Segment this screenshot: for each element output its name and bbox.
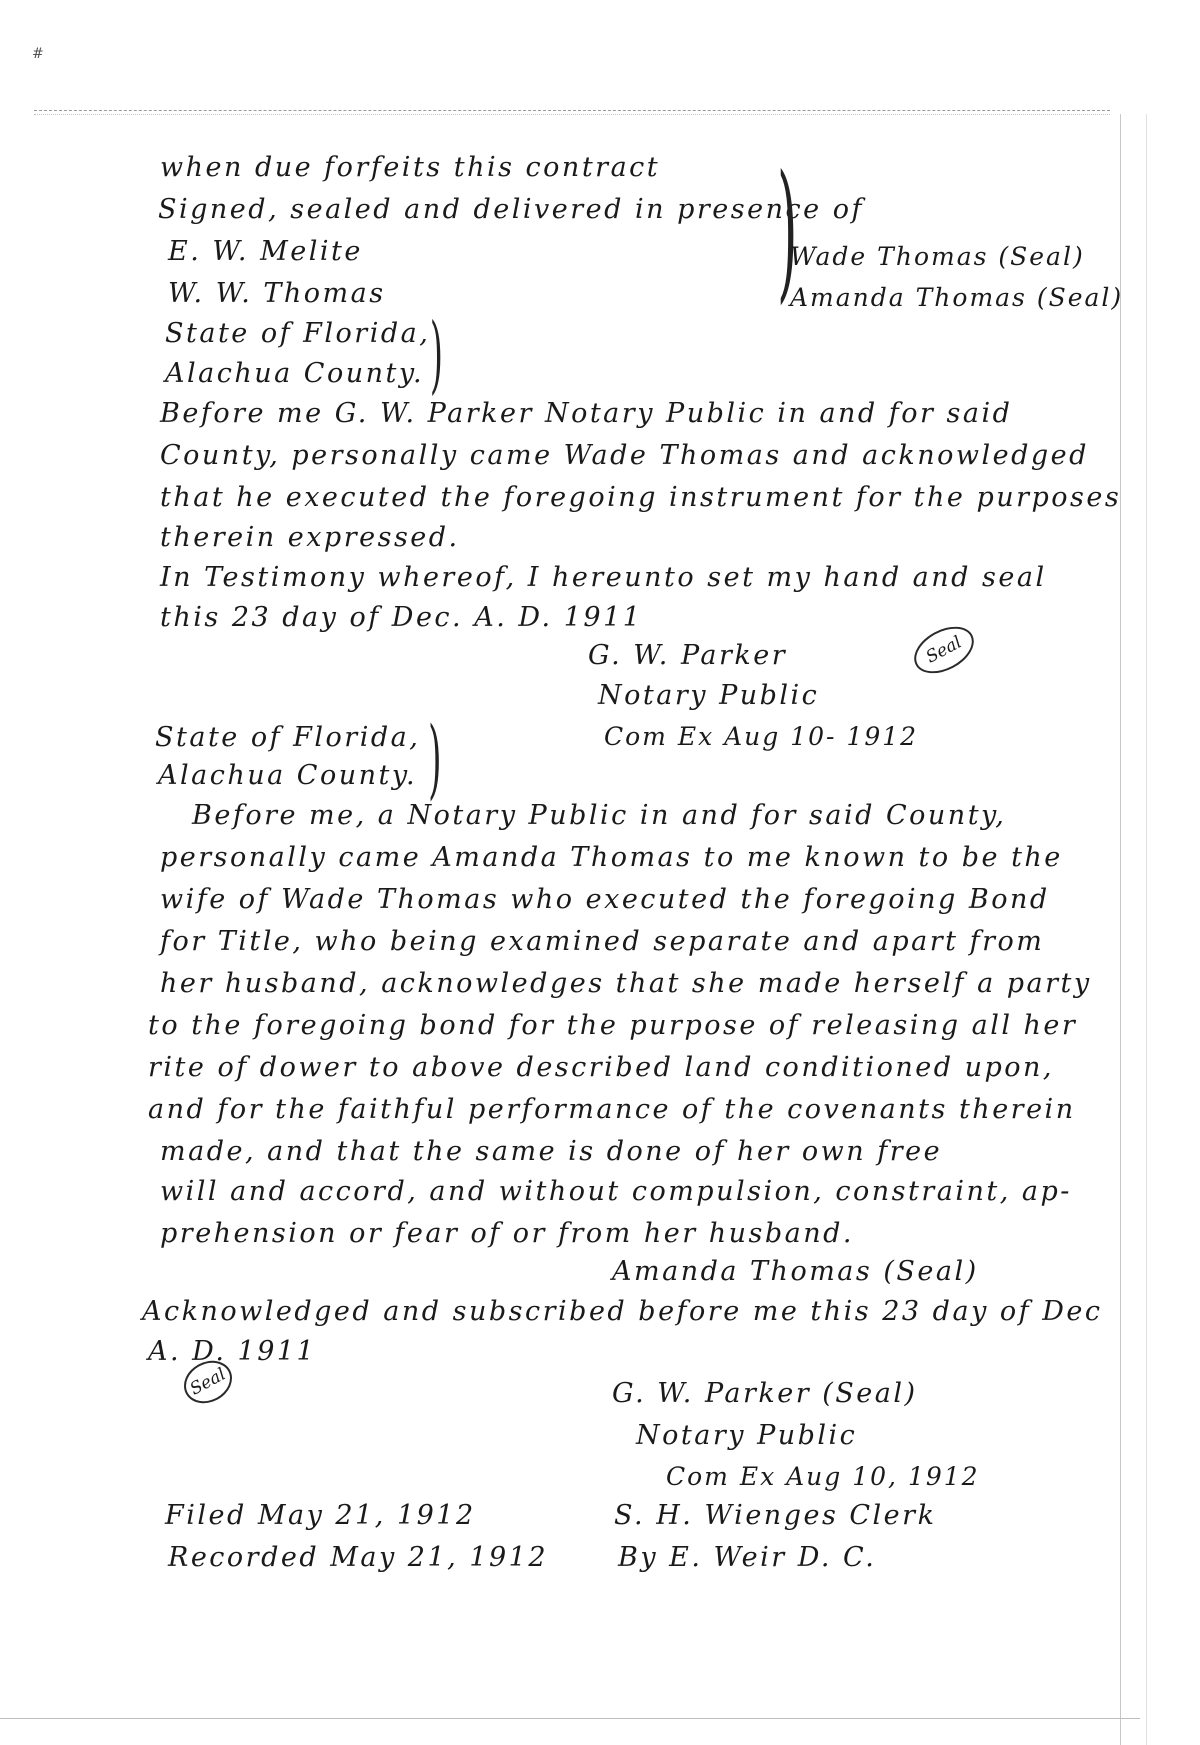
ack1-line-3: that he executed the foregoing instrument for the purposes bbox=[160, 482, 1122, 513]
ack2-signer-amanda-thomas: Amanda Thomas (Seal) bbox=[612, 1256, 979, 1287]
ack1-line-2: County, personally came Wade Thomas and acknowledged bbox=[160, 440, 1089, 471]
page-right-edge-secondary bbox=[1146, 114, 1147, 1745]
page-bottom-edge bbox=[0, 1718, 1140, 1719]
ack1-venue-brace: ) bbox=[429, 305, 443, 403]
signer-amanda-thomas: Amanda Thomas (Seal) bbox=[790, 283, 1124, 312]
ack1-county: Alachua County. bbox=[165, 358, 425, 389]
page-top-rule bbox=[34, 110, 1110, 111]
deputy-clerk-signature: By E. Weir D. C. bbox=[618, 1542, 877, 1573]
recorded-date: Recorded May 21, 1912 bbox=[168, 1542, 549, 1573]
ack2-line-2: personally came Amanda Thomas to me known to be the bbox=[160, 842, 1063, 873]
contract-end-line: when due forfeits this contract bbox=[160, 152, 661, 183]
ack1-line-4: therein expressed. bbox=[160, 522, 460, 553]
witness-2: W. W. Thomas bbox=[168, 278, 386, 309]
ack2-seal-stamp: Seal bbox=[177, 1353, 240, 1412]
ack2-venue-brace: ) bbox=[428, 709, 442, 809]
ack2-commission: Com Ex Aug 10, 1912 bbox=[666, 1462, 980, 1491]
clerk-signature: S. H. Wienges Clerk bbox=[614, 1500, 937, 1531]
ack2-line-4: for Title, who being examined separate and apart from bbox=[160, 926, 1045, 957]
ack1-line-1: Before me G. W. Parker Notary Public in and for said bbox=[160, 398, 1013, 429]
ack2-notary-name: G. W. Parker (Seal) bbox=[612, 1378, 918, 1409]
ack1-seal-stamp: Seal bbox=[906, 617, 981, 682]
signed-sealed-line: Signed, sealed and delivered in presence of bbox=[158, 194, 864, 225]
ack1-notary-title: Notary Public bbox=[598, 680, 820, 711]
ack2-line-8: and for the faithful performance of the covenants therein bbox=[148, 1094, 1076, 1125]
ack1-state: State of Florida, bbox=[165, 318, 431, 349]
ack2-line-1: Before me, a Notary Public in and for said County, bbox=[192, 800, 1007, 831]
signer-wade-thomas: Wade Thomas (Seal) bbox=[790, 242, 1085, 271]
signature-brace: ) bbox=[777, 144, 798, 318]
ack2-line-6: to the foregoing bond for the purpose of releasing all her bbox=[148, 1010, 1078, 1041]
ack2-line-9: made, and that the same is done of her own free bbox=[160, 1136, 943, 1167]
page-top-rule-secondary bbox=[34, 114, 1110, 115]
witness-1: E. W. Melite bbox=[168, 236, 363, 267]
ack2-line-10: will and accord, and without compulsion, constraint, ap- bbox=[160, 1176, 1072, 1207]
filed-date: Filed May 21, 1912 bbox=[165, 1500, 476, 1531]
ack2-line-5: her husband, acknowledges that she made herself a party bbox=[160, 968, 1092, 999]
ack2-subscribed-line-1: Acknowledged and subscribed before me this 23 day of Dec bbox=[142, 1296, 1103, 1327]
ack2-notary-title: Notary Public bbox=[636, 1420, 858, 1451]
ack1-notary-name: G. W. Parker bbox=[588, 640, 788, 671]
ack2-line-7: rite of dower to above described land conditioned upon, bbox=[148, 1052, 1054, 1083]
page-right-edge bbox=[1120, 114, 1121, 1745]
ack1-line-6: this 23 day of Dec. A. D. 1911 bbox=[160, 602, 643, 633]
ack2-county: Alachua County. bbox=[158, 760, 418, 791]
ack2-state: State of Florida, bbox=[155, 722, 421, 753]
ack1-commission: Com Ex Aug 10- 1912 bbox=[604, 722, 919, 751]
ack1-line-5: In Testimony whereof, I hereunto set my hand and seal bbox=[160, 562, 1047, 593]
ack2-line-3: wife of Wade Thomas who executed the foregoing Bond bbox=[160, 884, 1050, 915]
corner-mark: # bbox=[32, 46, 44, 62]
ack2-line-11: prehension or fear of or from her husband. bbox=[160, 1218, 854, 1249]
ack2-subscribed-line-2: A. D. 1911 bbox=[148, 1336, 317, 1367]
